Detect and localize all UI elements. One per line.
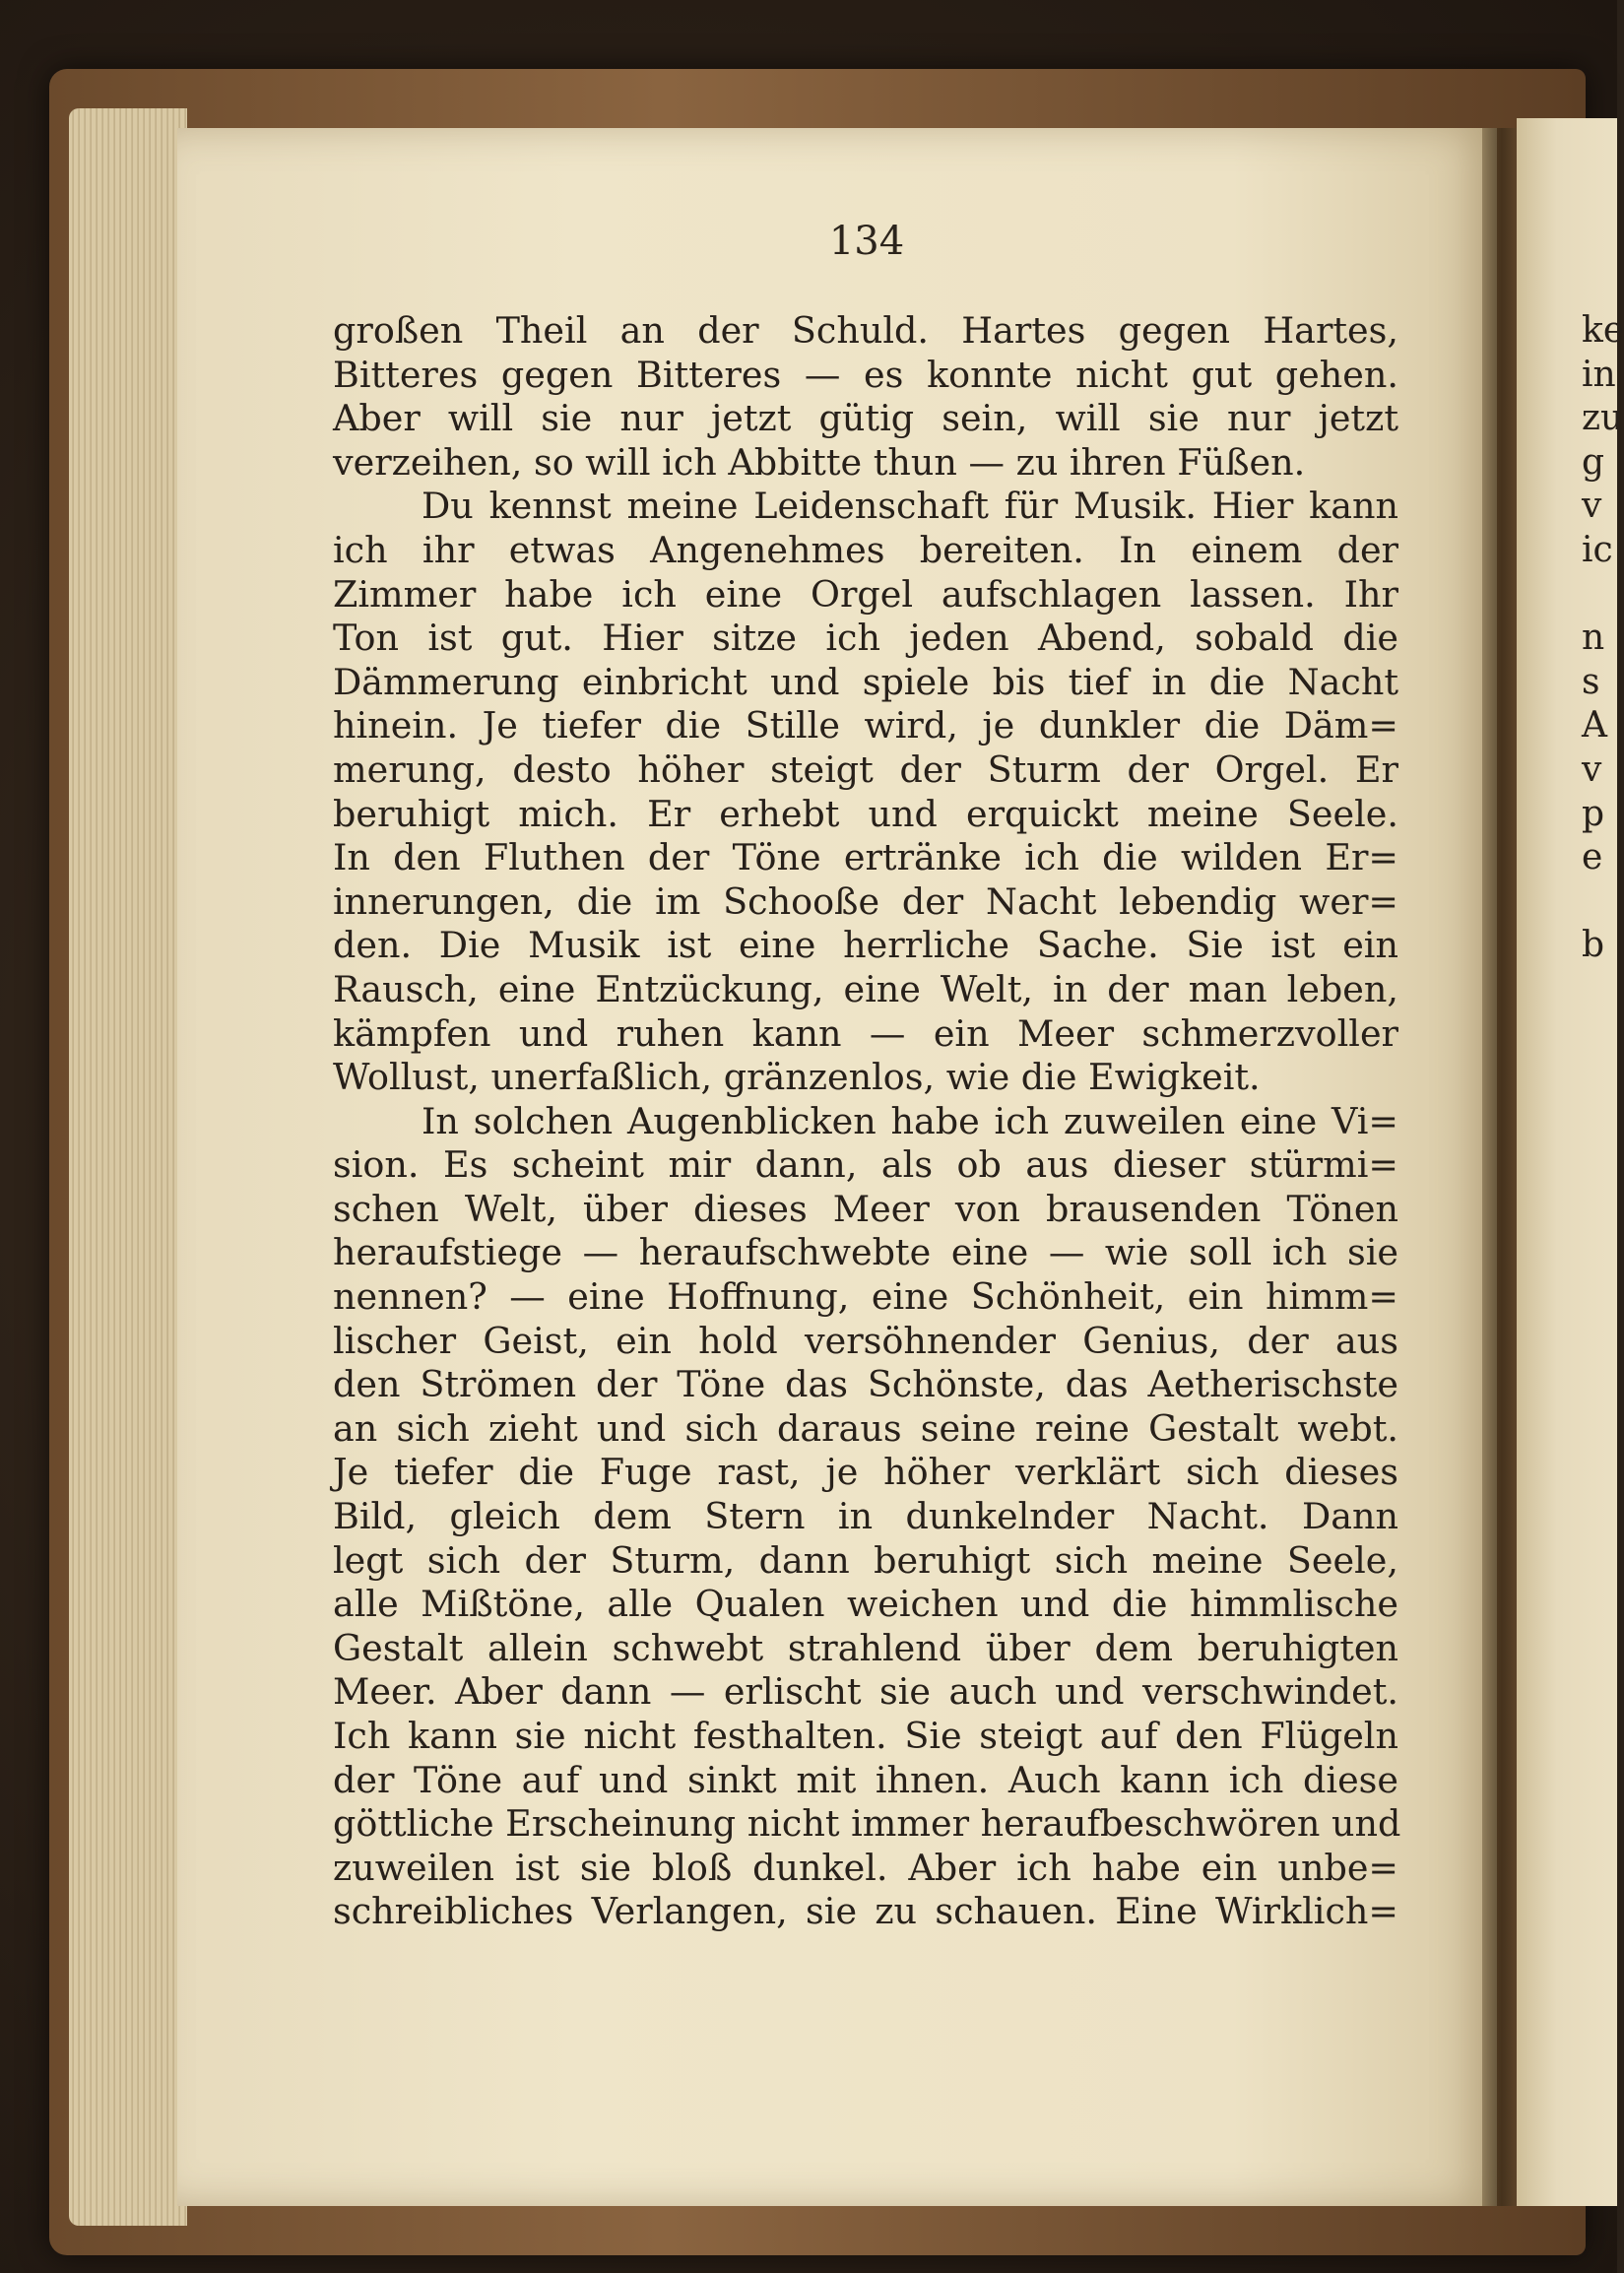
- text-line: beruhigt mich. Er erhebt und erquickt meine Seele.: [333, 792, 1398, 835]
- text-line: kämpfen und ruhen kann — ein Meer schmerzvoller: [333, 1011, 1398, 1055]
- text-line: Du kennst meine Leidenschaft für Musik. Hier kann: [422, 485, 1398, 528]
- text-line: hinein. Je tiefer die Stille wird, je dunkler die Däm=: [333, 704, 1398, 747]
- text-line: schen Welt, über dieses Meer von brausenden Tönen: [333, 1187, 1398, 1230]
- text-line: der Töne auf und sinkt mit ihnen. Auch kann ich diese: [333, 1758, 1398, 1801]
- right-page-fragment: b: [1582, 925, 1605, 966]
- right-page-fragment: e: [1582, 837, 1603, 878]
- text-line: Je tiefer die Fuge rast, je höher verklärt sich dieses: [333, 1451, 1398, 1494]
- text-line: ich ihr etwas Angenehmes bereiten. In einem der: [333, 528, 1398, 571]
- right-page-fragment: in: [1582, 354, 1616, 395]
- right-page-text: [1582, 309, 1624, 968]
- page-number: 134: [828, 219, 905, 264]
- text-line: an sich zieht und sich daraus seine reine Gestalt webt.: [333, 1406, 1398, 1450]
- text-line: schreibliches Verlangen, sie zu schauen. Eine Wirklich=: [333, 1890, 1398, 1933]
- text-line: Bild, gleich dem Stern in dunkelnder Nacht. Dann: [333, 1495, 1398, 1538]
- right-page-fragment: s: [1582, 661, 1600, 702]
- right-page-fragment: v: [1582, 486, 1602, 527]
- text-line: Rausch, eine Entzückung, eine Welt, in der man leben,: [333, 967, 1398, 1010]
- right-page-fragment: v: [1582, 748, 1602, 790]
- text-line: zuweilen ist sie bloß dunkel. Aber ich habe ein unbe=: [333, 1846, 1398, 1889]
- text-line: heraufstiege — heraufschwebte eine — wie soll ich sie: [333, 1231, 1398, 1274]
- text-line: In den Fluthen der Töne ertränke ich die wilden Er=: [333, 836, 1398, 879]
- right-page-fragment: [1582, 573, 1617, 617]
- text-line: verzeihen, so will ich Abbitte thun — zu ihren Füßen.: [333, 440, 1306, 484]
- text-line: merung, desto höher steigt der Sturm der Orgel. Er: [333, 747, 1398, 791]
- right-page-fragment: ke: [1582, 310, 1624, 351]
- text-line: In solchen Augenblicken habe ich zuweilen eine Vi=: [422, 1099, 1398, 1142]
- text-line: Ich kann sie nicht festhalten. Sie steigt auf den Flügeln: [333, 1715, 1398, 1757]
- text-line: den Strömen der Töne das Schönste, das Aetherischste: [333, 1363, 1398, 1406]
- text-line: den. Die Musik ist eine herrliche Sache. Sie ist ein: [333, 924, 1398, 967]
- text-line: Gestalt allein schwebt strahlend über dem beruhigten: [333, 1626, 1398, 1669]
- page-edges: [69, 108, 187, 2226]
- right-page-fragment: [1582, 880, 1617, 925]
- text-line: Zimmer habe ich eine Orgel aufschlagen lassen. Ihr: [333, 572, 1398, 616]
- text-line: Wollust, unerfaßlich, gränzenlos, wie die Ewigkeit.: [333, 1056, 1261, 1099]
- text-line: Aber will sie nur jetzt gütig sein, will sie nur jetzt: [333, 397, 1398, 440]
- right-page-fragment: p: [1582, 793, 1605, 834]
- text-line: lischer Geist, ein hold versöhnender Genius, der aus: [333, 1319, 1398, 1362]
- right-page-fragment: g: [1582, 441, 1605, 483]
- book-gutter: [1482, 128, 1522, 2206]
- right-page-fragment: zu: [1582, 398, 1624, 439]
- text-line: Dämmerung einbricht und spiele bis tief in die Nacht: [333, 660, 1398, 703]
- text-line: Bitteres gegen Bitteres — es konnte nicht gut gehen.: [333, 353, 1398, 396]
- text-line: Meer. Aber dann — erlischt sie auch und verschwindet.: [333, 1670, 1398, 1714]
- text-line: innerungen, die im Schooße der Nacht lebendig wer=: [333, 879, 1398, 923]
- text-line: großen Theil an der Schuld. Hartes gegen Hartes,: [333, 309, 1398, 352]
- text-line: legt sich der Sturm, dann beruhigt sich meine Seele,: [333, 1538, 1398, 1582]
- text-line: alle Mißtöne, alle Qualen weichen und die himmlische: [333, 1583, 1398, 1626]
- text-line: nennen? — eine Hoffnung, eine Schönheit, ein himm=: [333, 1275, 1398, 1319]
- text-line: sion. Es scheint mir dann, als ob aus dieser stürmi=: [333, 1143, 1398, 1187]
- right-page-fragment: n: [1582, 617, 1605, 659]
- right-page-fragment: ic: [1582, 529, 1613, 570]
- text-line: göttliche Erscheinung nicht immer heraufbeschwören und: [333, 1802, 1401, 1846]
- right-page-fragment: A: [1582, 705, 1607, 747]
- text-line: Ton ist gut. Hier sitze ich jeden Abend, sobald die: [333, 617, 1398, 660]
- body-text: [333, 309, 1401, 1934]
